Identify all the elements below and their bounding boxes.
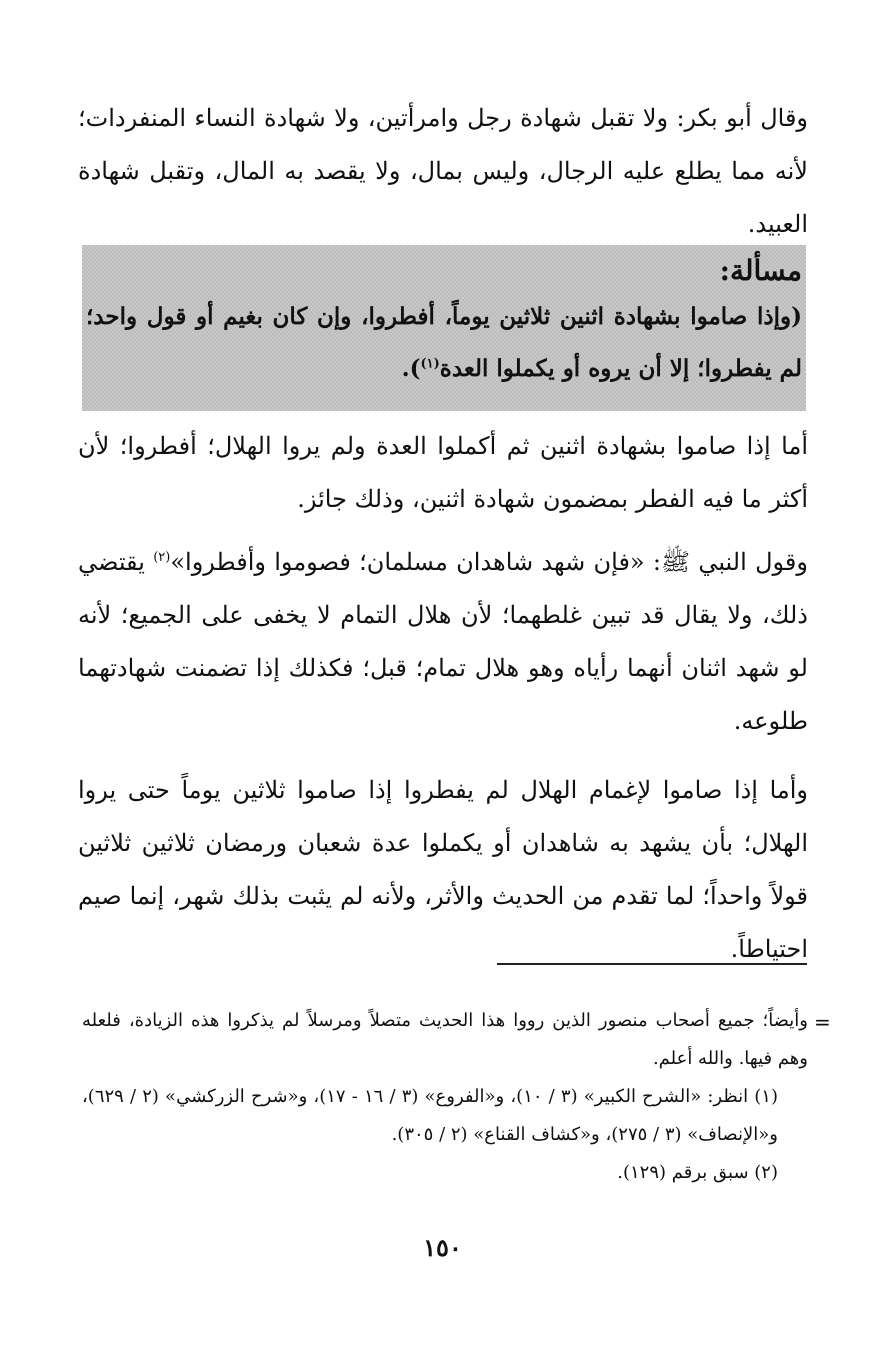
masala-text-body: (وإذا صاموا بشهادة اثنين ثلاثين يوماً، أفطروا، وإن كان بغيم أو قول واحد؛ لم يفطروا؛ إلا أن يروه أو يكملوا العدة <box>86 303 802 382</box>
paragraph-3-rest: يقتضي ذلك، ولا يقال قد تبين غلطهما؛ لأن هلال التمام لا يخفى على الجميع؛ لأنه لو شهد اثنان أنهما رأياه وهو هلال تمام؛ قبل؛ فكذلك إذا تضمنت شهادتهما طلوعه. <box>78 548 808 735</box>
main-text-top <box>78 92 808 251</box>
footnote-continuation-mark: = <box>814 1010 831 1034</box>
paragraph-1: وقال أبو بكر: ولا تقبل شهادة رجل وامرأتين، ولا شهادة النساء المنفردات؛ لأنه مما يطلع عليه الرجال، وليس بمال، ولا يقصد به المال، وتقبل شهادة العبيد. <box>78 104 809 238</box>
main-text-bottom <box>78 420 808 976</box>
paragraph-4: وأما إذا صاموا لإغمام الهلال لم يفطروا إذا صاموا ثلاثين يوماً حتى يروا الهلال؛ بأن يشهد به شاهدان أو يكملوا عدة شعبان ورمضان ثلاثين ثلاثين قولاً واحداً؛ لما تقدم من الحديث والأثر، ولأنه لم يثبت بذلك شهر، إنما صيم احتياطاً. <box>78 776 809 963</box>
footnote-1: (١) انظر: «الشرح الكبير» (٣ / ١٠)، و«الفروع» (٣ / ١٦ - ١٧)، و«شرح الزركشي» (٢ / ٦٢٩)، و«الإنصاف» (٣ / ٢٧٥)، و«كشاف القناع» (٢ / ٣٠٥). <box>82 1086 778 1145</box>
paragraph-2: أما إذا صاموا بشهادة اثنين ثم أكملوا العدة ولم يروا الهلال؛ أفطروا؛ لأن أكثر ما فيه الفطر بمضمون شهادة اثنين، وذلك جائز. <box>78 432 808 513</box>
masala-box <box>82 245 806 411</box>
footnote-continued: وأيضاً؛ جميع أصحاب منصور الذين رووا هذا الحديث متصلاً ومرسلاً لم يذكروا هذه الزيادة، فلعله وهم فيها. والله أعلم. <box>82 1010 808 1069</box>
footnote-ref-1: (١) <box>420 356 440 372</box>
masala-title: مسألة: <box>719 254 802 287</box>
footnotes <box>82 1002 808 1192</box>
footnote-separator <box>497 963 807 965</box>
masala-text <box>86 291 802 395</box>
footnote-ref-2: (٢) <box>153 550 171 565</box>
footnote-2: (٢) سبق برقم (١٢٩). <box>617 1162 778 1183</box>
page-number: ١٥٠ <box>423 1233 462 1262</box>
paragraph-3-start: وقول النبي ﷺ: «فإن شهد شاهدان مسلمان؛ فصوموا وأفطروا» <box>170 548 808 576</box>
paragraph-3 <box>78 536 808 748</box>
masala-close: ). <box>401 355 421 382</box>
